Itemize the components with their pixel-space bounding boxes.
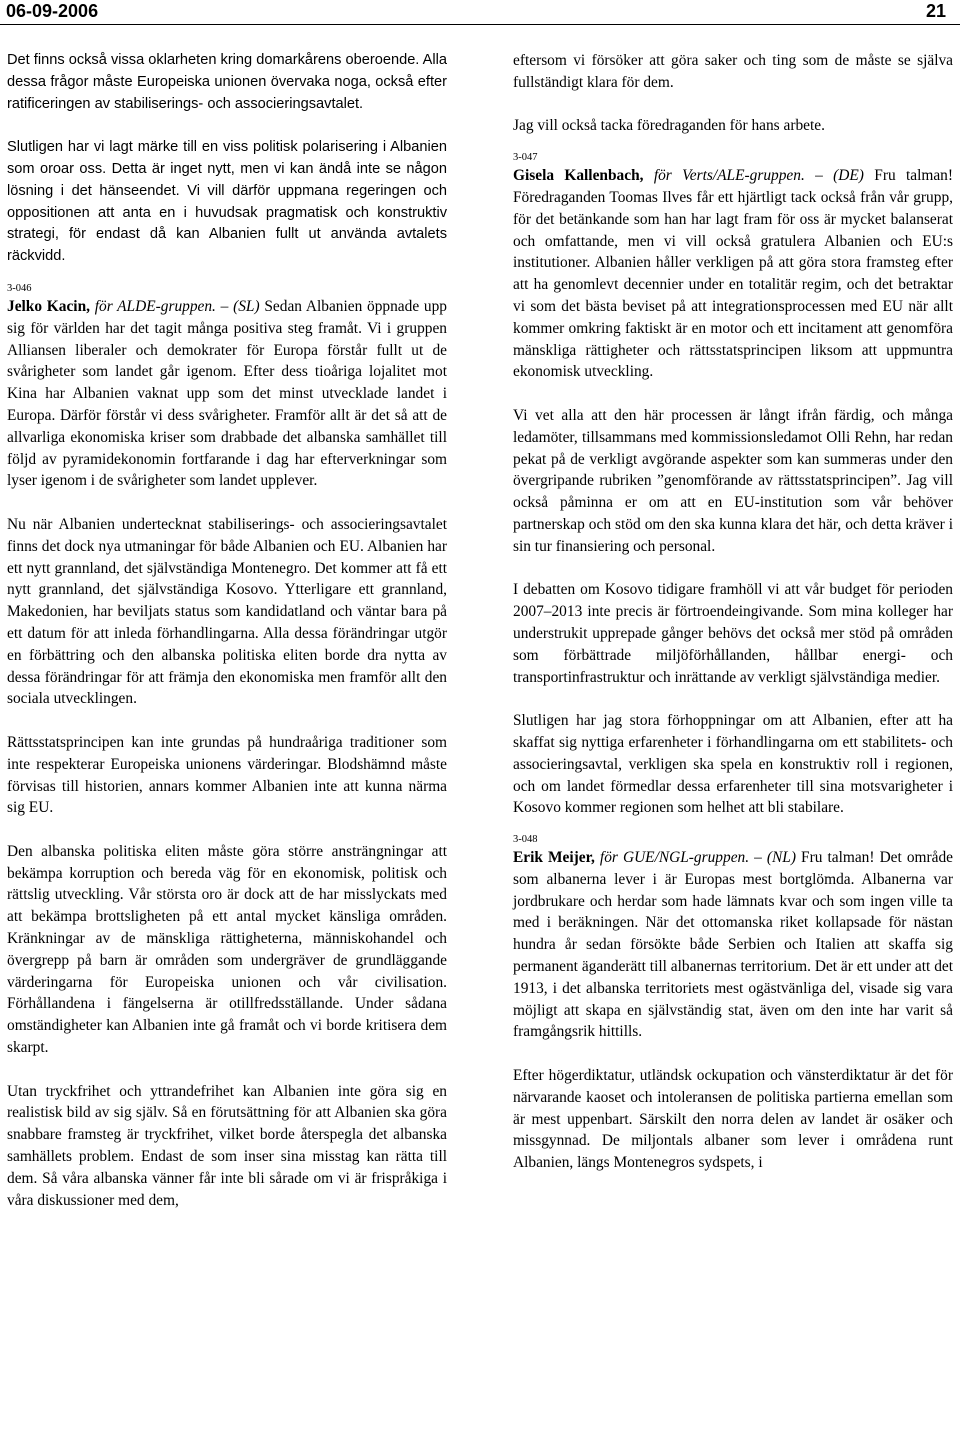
intervention-number: 3-046 xyxy=(7,282,32,294)
paragraph-text: – xyxy=(804,167,834,185)
paragraph-text: Det finns också vissa oklarheten kring domarkårens oberoende. Alla dessa frågor måste Europeiska unionen övervaka noga, också efter ratificeringen av stabiliserings- och associeringsavtalet. xyxy=(7,52,447,112)
paragraph-text: Efter högerdiktatur, utländsk ockupation och vänsterdiktatur är det för närvarande kaoset och intoleransen de politiska partierna emellan som är mest uppenbart. Särskilt den norra delen av landet är osäker och missgynnad. De miljontals albaner som lever i områdena runt Albanien, längs Montenegros sydspets, i xyxy=(513,1067,953,1172)
intervention-number: 3-048 xyxy=(513,834,538,846)
paragraph xyxy=(513,50,953,94)
paragraph xyxy=(7,50,447,115)
party-label: (SL) xyxy=(233,297,260,315)
paragraph-text: Slutligen har vi lagt märke till en viss politisk polarisering i Albanien som oroar oss. Detta är inget nytt, men vi kan ändå inte se någon lösning i det hänseendet. Vi vill därför uppmana regeringen och oppositionen att anta en i huvudsak pragmatisk och konstruktiv strategi, för endast då kan Albanien fullt ut använda avtalets räckvidd. xyxy=(7,139,447,265)
paragraph xyxy=(513,405,953,558)
paragraph xyxy=(513,1065,953,1174)
paragraph xyxy=(513,115,953,137)
paragraph-text: – xyxy=(749,849,767,867)
paragraph-text: Slutligen har jag stora förhoppningar om att Albanien, efter att ha skaffat sig nyttiga erfarenheter i förhandlingarna om ett stabilitets- och associeringsavtal, verkligen ska spela en konstruktiv roll i regionen, och om landet förmedlar dessa erfarenheter till sina motsvarigheter i Kosovo kommer regionen som helhet att bli stabilare. xyxy=(513,712,953,817)
page-number: 21 xyxy=(925,1,946,21)
paragraph-text: Rättsstatsprincipen kan inte grundas på hundraåriga traditioner som inte respekterar Europeiska unionens värderingar. Blodshämnd måste förvisas till historien, annars kommer Albanien inte att kunna närma sig EU. xyxy=(7,733,447,817)
paragraph-text: Nu när Albanien undertecknat stabiliserings- och associeringsavtalet finns det dock nya utmaningar för både Albanien och EU. Albanien har ett nytt grannland, det självständiga Montenegro. Det kommer att få ett nytt grannland, det självständiga Kosovo. Ytterligare ett grannland, Makedonien, har beviljats status som kandidatland och väntar bara på ett datum för att inleda förhandlingarna. Alla dessa förändringar utgör en förbättring och den albanska politiska eliten borde dra nytta av dessa förändringar för att främja den ekonomiska men framför allt den sociala utvecklingen. xyxy=(7,515,447,708)
paragraph xyxy=(7,514,447,710)
party-label: för Verts/ALE-gruppen. xyxy=(643,167,805,185)
paragraph-text: Den albanska politiska eliten måste göra större ansträngningar att bekämpa korruption och bereda väg för en ekonomisk, politisk och rättslig utveckling. Vår största oro är dock att de har misslyckats med att bekämpa brottsligheten på ett antal mycket känsliga områden. Kränkningar av de mänskliga rättigheterna, människohandel och övergrepp på barn är områden som undergräver de grundläggande värderingarna för Europeiska unionen och vår civilisation. Förhållandena i fängelserna är otillfredsställande. Under sådana omständigheter kan Albanien inte gå framåt och vi borde kritisera dem skarpt. xyxy=(7,842,447,1057)
paragraph xyxy=(7,732,447,819)
speaker-name: Erik Meijer, xyxy=(513,849,595,867)
paragraph-text: eftersom vi försöker att göra saker och ting som de måste se själva fullständigt klara för dem. xyxy=(513,52,953,91)
paragraph xyxy=(513,847,953,1043)
right-column xyxy=(513,50,953,1196)
party-label: (DE) xyxy=(833,167,864,185)
party-label: för GUE/NGL-gruppen. xyxy=(594,849,750,867)
paragraph-text: Vi vet alla att den här processen är långt ifrån färdig, och många ledamöter, tillsammans med kommissionsledamot Olli Rehn, har redan pekat på de verkligt avgörande aspekter som kan summeras under den övergripande rubriken ”genomförande av rättsstatsprincipen”. Jag vill också påminna er om att en EU-institution som vår behöver partnerskap och stöd om den ska kunna klara det här, och detta kräver i sin tur finansiering och personal. xyxy=(513,406,953,555)
paragraph-text: Utan tryckfrihet och yttrandefrihet kan Albanien inte göra sig en realistisk bild av sig själv. Så en förutsättning för att Albanien ska göra snabbare framsteg är tryckfrihet, vilket borde återspegla det albanska samhällets problem. Endast de som inser sina misstag kan rätta till dem. Så våra albanska vänner får inte bli sårade om vi är frispråkiga i våra diskussioner med dem, xyxy=(7,1082,447,1209)
paragraph-text: Fru talman! Det område som albanerna lever i är Europas mest bortglömda. Albanerna var jordbrukare och herdar som hade lämnats kvar och som ingen ville ta med i beräkningen. När det ottomanska riket kollapsade för nästan hundra år sedan försökte både Serbien och Italien att skaffa sig permanent äganderätt till albanernas territorium. Det är ett under att det 1913, i det albanska territoriets mest ogästvänliga del, visade sig vara möjligt att skapa en självständig stat, även om den inte har varit så framgångsrik hittills. xyxy=(513,849,954,1041)
paragraph xyxy=(7,841,447,1059)
page-header xyxy=(0,0,960,25)
paragraph xyxy=(7,137,447,268)
paragraph-text: Jag vill också tacka föredraganden för hans arbete. xyxy=(513,117,825,135)
paragraph xyxy=(513,710,953,819)
paragraph-text: Sedan Albanien öppnade upp sig för världen har det tagit många positiva steg framåt. Vi i gruppen Alliansen liberaler och demokrater för Europa förstår fullt ut de svårigheter som landet går igenom. Efter dess tioåriga lojalitet mot Kina har Albanien vaknat upp som det minst utvecklade landet i Europa. Därför förstår vi dess svårigheter. Framför allt är det så att de allvarliga ekonomiska kriser som drabbade det albanska samhället till följd av pyramidekonomin fortfarande i dag har efterverkningar som lyser igenom i de svårigheter som landet upplever. xyxy=(7,297,447,490)
paragraph xyxy=(7,1081,447,1212)
paragraph-text: Fru talman! Föredraganden Toomas Ilves får ett hjärtligt tack också från vår grupp, för det betänkande som han har lagt fram för oss är mycket balanserat och omfattande, men vi vill också gratulera Albanien och EU:s institutioner. Albanien håller verkligen på att göra stora framsteg efter att ha genomlevt decennier under en totalitär regim, och det betraktar vi som det bästa beviset på att integrationsprocessen med EU när allt kommer omkring faktiskt är en motor och ett incitament att genomföra mänskliga rättigheter och rättsstatsprincipen liksom att uppmuntra ekonomisk utveckling. xyxy=(513,167,953,381)
paragraph xyxy=(513,579,953,688)
speaker-name: Gisela Kallenbach, xyxy=(513,167,644,185)
party-label: (NL) xyxy=(766,849,796,867)
paragraph xyxy=(513,165,953,383)
paragraph-text: I debatten om Kosovo tidigare framhöll vi att vår budget för perioden 2007–2013 inte precis är förtroendeingivande. Som mina kolleger har understrukit upprepade gånger behövs det också mer stöd på områden som förbättrade miljöförhållanden, hållbar energi- och transportinfrastruktur och inrättande av verkligt självständiga medier. xyxy=(513,581,953,686)
paragraph-text: – xyxy=(215,297,234,315)
header-date: 06-09-2006 xyxy=(6,1,99,21)
left-column xyxy=(7,50,447,1233)
paragraph xyxy=(7,296,447,492)
speaker-name: Jelko Kacin, xyxy=(7,297,90,315)
party-label: för ALDE-gruppen. xyxy=(89,297,216,315)
intervention-number: 3-047 xyxy=(513,152,538,164)
